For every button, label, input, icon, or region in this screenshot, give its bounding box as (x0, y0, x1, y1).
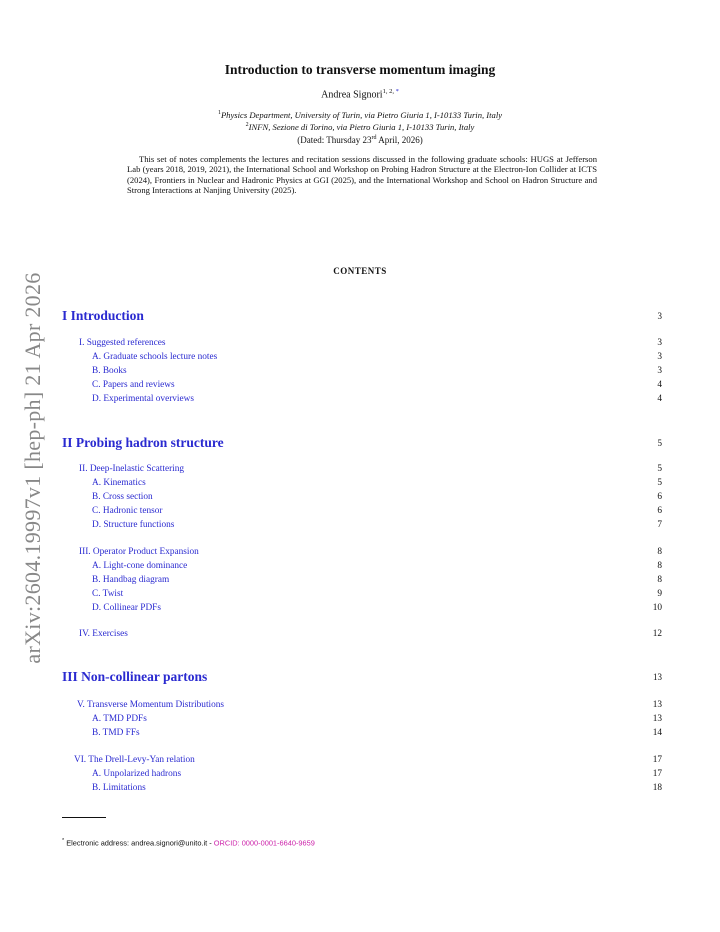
toc-entry[interactable] (92, 561, 692, 571)
dated-post: April, 2026) (376, 135, 423, 145)
toc-entry-label[interactable]: C. Papers and reviews (92, 380, 175, 390)
arxiv-sidebar (18, 258, 48, 678)
toc-entry-label[interactable]: D. Experimental overviews (92, 394, 194, 404)
toc-entry[interactable] (92, 589, 692, 599)
toc-entry-label[interactable]: III. Operator Product Expansion (79, 547, 199, 557)
paper-title: Introduction to transverse momentum imaging (224, 62, 496, 77)
toc-entry-label[interactable]: B. Cross section (92, 492, 153, 502)
toc-entry-label[interactable]: A. Unpolarized hadrons (92, 769, 182, 779)
toc-entry-label[interactable]: A. Kinematics (92, 478, 146, 488)
toc-page-number: 10 (652, 603, 662, 613)
toc-entry-label[interactable]: A. Light-cone dominance (92, 561, 188, 571)
author-name: Andrea Signori (321, 89, 383, 101)
toc-entry-label[interactable]: A. TMD PDFs (92, 714, 147, 724)
toc-entry[interactable] (92, 478, 692, 488)
toc-page-number: 8 (657, 561, 662, 571)
dated-sup: rd (371, 135, 377, 141)
toc-page-number: 12 (652, 629, 662, 639)
toc-page-number: 17 (652, 769, 662, 779)
toc-entry[interactable] (79, 338, 679, 348)
toc-page-number: 5 (657, 478, 662, 488)
affiliation-2 (0, 122, 720, 132)
toc-entry[interactable] (74, 755, 674, 765)
toc-entry[interactable] (92, 575, 692, 585)
affiliation-1-mark: 1 (217, 110, 221, 117)
toc-entry-label[interactable]: V. Transverse Momentum Distributions (77, 700, 225, 710)
orcid-link[interactable]: ORCID: 0000-0001-6640-9659 (213, 838, 315, 848)
abstract: This set of notes complements the lectures and recitation sessions discussed in the following graduate schools: HUGS at Jefferson Lab (years 2018, 2019, 2021), the International School and Workshop on Probing Hadron Structure at the Electron-Ion Collider at ICTS (2024), Frontiers in Nuclear and Hadronic Physics at GGI (2025), and the International Workshop and School on Hadron Structure and Strong Interactions at Nanjing University (2025). (127, 154, 597, 195)
toc-part-1[interactable] (62, 308, 662, 324)
toc-entry[interactable] (92, 714, 692, 724)
toc-entry-label[interactable]: VI. The Drell-Levy-Yan relation (74, 755, 195, 765)
toc-entry-label[interactable]: C. Twist (92, 589, 124, 599)
toc-page-number: 6 (657, 492, 662, 502)
toc-part-3[interactable] (62, 669, 662, 685)
toc-entry[interactable] (77, 700, 677, 710)
toc-part-label[interactable]: II Probing hadron structure (62, 435, 224, 450)
toc-entry-label[interactable]: B. Books (92, 366, 127, 376)
toc-page-number: 4 (657, 394, 662, 404)
toc-entry[interactable] (79, 547, 679, 557)
toc-entry-label[interactable]: B. TMD FFs (92, 728, 140, 738)
toc-entry-label[interactable]: IV. Exercises (79, 629, 128, 639)
dated-line (0, 135, 720, 145)
toc-entry[interactable] (92, 366, 692, 376)
author-affil-marks: 1, 2, (382, 88, 396, 95)
toc-page-number: 7 (657, 520, 662, 530)
toc-entry[interactable] (92, 783, 692, 793)
toc-page-number: 3 (657, 352, 662, 362)
toc-entry-label[interactable]: D. Collinear PDFs (92, 603, 161, 613)
arxiv-identifier[interactable]: arXiv:2604.19997v1 [hep-ph] 21 Apr 2026 (20, 272, 45, 664)
footnote-mark: * (62, 838, 65, 844)
toc-entry[interactable] (92, 492, 692, 502)
toc-page-number: 3 (657, 366, 662, 376)
toc-part-label[interactable]: III Non-collinear partons (62, 669, 208, 684)
toc-page-number: 13 (653, 672, 662, 682)
toc-entry[interactable] (92, 603, 692, 613)
toc-page-number: 6 (657, 506, 662, 516)
toc-entry-label[interactable]: C. Hadronic tensor (92, 506, 163, 516)
toc-page-number: 13 (652, 700, 662, 710)
toc-page-number: 3 (657, 311, 662, 321)
toc-page-number: 5 (657, 464, 662, 474)
toc-page-number: 9 (657, 589, 662, 599)
toc-part-2[interactable] (62, 435, 662, 451)
affiliation-2-text: INFN, Sezione di Torino, via Pietro Giuria 1, I-10133 Turin, Italy (248, 122, 475, 132)
toc-entry-label[interactable]: I. Suggested references (79, 338, 166, 348)
author-line (0, 88, 720, 100)
affiliation-1 (0, 110, 720, 120)
toc-entry[interactable] (92, 394, 692, 404)
dated-pre: (Dated: Thursday 23 (297, 135, 372, 145)
toc-entry[interactable] (92, 520, 692, 530)
toc-entry-label[interactable]: D. Structure functions (92, 520, 175, 530)
toc-entry[interactable] (92, 506, 692, 516)
toc-page-number: 8 (657, 575, 662, 585)
toc-entry[interactable] (79, 629, 679, 639)
toc-entry[interactable] (92, 728, 692, 738)
toc-page-number: 17 (652, 755, 662, 765)
toc-entry-label[interactable]: II. Deep-Inelastic Scattering (79, 464, 185, 474)
toc-entry[interactable] (92, 352, 692, 362)
toc-page-number: 8 (657, 547, 662, 557)
author-footnote-link[interactable]: * (395, 88, 399, 95)
toc-entry[interactable] (92, 769, 692, 779)
toc-entry[interactable] (79, 464, 679, 474)
contents-heading: CONTENTS (333, 266, 387, 276)
footnote-rule (62, 817, 106, 818)
affiliation-2-mark: 2 (245, 122, 249, 129)
toc-page-number: 5 (657, 438, 662, 448)
toc-page-number: 3 (657, 338, 662, 348)
toc-entry-label[interactable]: B. Handbag diagram (92, 575, 170, 585)
toc-page-number: 14 (652, 728, 662, 738)
affiliation-1-text: Physics Department, University of Turin, via Pietro Giuria 1, I-10133 Turin, Italy (220, 110, 503, 120)
toc-entry-label[interactable]: B. Limitations (92, 783, 146, 793)
toc-entry[interactable] (92, 380, 692, 390)
footnote-text: Electronic address: andrea.signori@unito.it - (64, 838, 214, 848)
toc-page-number: 13 (652, 714, 662, 724)
toc-entry-label[interactable]: A. Graduate schools lecture notes (92, 352, 218, 362)
toc-page-number: 18 (652, 783, 662, 793)
toc-page-number: 4 (657, 380, 662, 390)
toc-part-label[interactable]: I Introduction (62, 308, 144, 323)
footnote (62, 838, 315, 847)
